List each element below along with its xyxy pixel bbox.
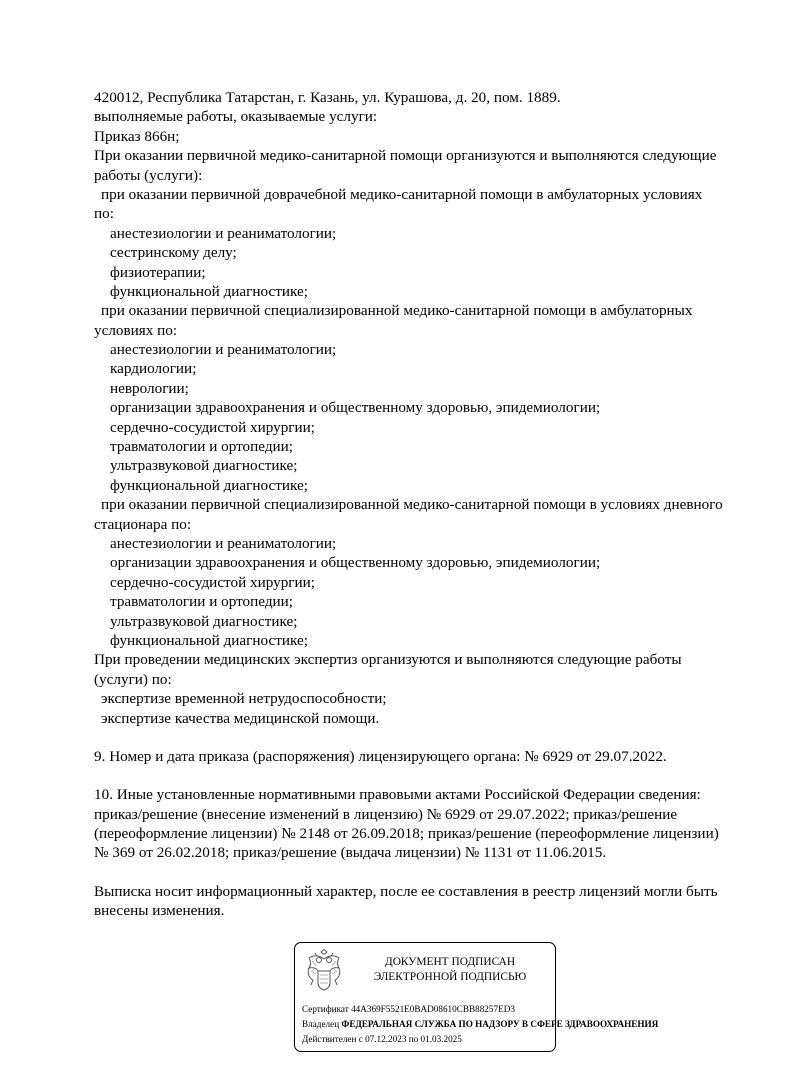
text-line: (услуги) по:	[94, 670, 172, 688]
paragraph-gap	[94, 766, 774, 785]
text-line: приказ/решение (внесение изменений в лицензию) № 6929 от 29.07.2022; приказ/решение	[94, 805, 678, 823]
e-signature-stamp	[294, 942, 659, 1052]
text-line: анестезиологии и реаниматологии;	[110, 534, 337, 552]
text-line: при оказании первичной специализированной медико-санитарной помощи в условиях дневного	[101, 496, 723, 514]
text-line: функциональной диагностике;	[110, 282, 308, 300]
document-body	[94, 88, 774, 921]
text-line: сестринскому делу;	[110, 244, 237, 262]
stamp-title	[353, 955, 547, 984]
text-line: анестезиологии и реаниматологии;	[110, 224, 337, 242]
owner-value: ФЕДЕРАЛЬНАЯ СЛУЖБА ПО НАДЗОРУ В СФЕРЕ ЗДРАВООХРАНЕНИЯ	[341, 1019, 659, 1029]
text-line: неврологии;	[110, 379, 189, 397]
certificate-value: 44A369F5521E0BAD08610CBB88257ED3	[351, 1004, 515, 1014]
coat-of-arms-icon	[303, 949, 345, 995]
text-line: Приказ 866н;	[94, 127, 180, 145]
text-line: работы (услуги):	[94, 166, 203, 184]
text-line: 9. Номер и дата приказа (распоряжения) лицензирующего органа: № 6929 от 29.07.2022.	[94, 747, 667, 765]
paragraph-gap	[94, 728, 774, 747]
text-line: При оказании первичной медико-санитарной помощи организуются и выполняются следующие	[94, 147, 717, 165]
text-line: ультразвуковой диагностике;	[110, 612, 298, 630]
text-line: функциональной диагностике;	[110, 631, 308, 649]
stamp-title-line2: ЭЛЕКТРОННОЙ ПОДПИСЬЮ	[373, 970, 527, 983]
text-line: При проведении медицинских экспертиз организуются и выполняются следующие работы	[94, 651, 682, 669]
text-line: сердечно-сосудистой хирургии;	[110, 418, 316, 436]
text-line: травматологии и ортопедии;	[110, 438, 294, 456]
text-line: физиотерапии;	[110, 263, 206, 281]
text-line: № 369 от 26.02.2018; приказ/решение (выдача лицензии) № 1131 от 11.06.2015.	[94, 844, 607, 862]
text-line: 420012, Республика Татарстан, г. Казань, ул. Курашова, д. 20, пом. 1889.	[94, 89, 561, 106]
text-line: сердечно-сосудистой хирургии;	[110, 573, 316, 591]
text-line: внесены изменения.	[94, 902, 225, 920]
stamp-title-line1: ДОКУМЕНТ ПОДПИСАН	[384, 956, 516, 968]
owner-line	[302, 1018, 658, 1030]
text-line: 10. Иные установленные нормативными правовыми актами Российской Федерации сведения:	[94, 786, 701, 804]
text-line: Выписка носит информационный характер, после ее составления в реестр лицензий могли быть	[94, 882, 718, 900]
text-line: стационара по:	[94, 515, 192, 533]
text-line: организации здравоохранения и общественному здоровью, эпидемиологии;	[110, 399, 601, 417]
text-line: при оказании первичной доврачебной медико-санитарной помощи в амбулаторных условиях	[101, 185, 703, 203]
text-line: условиях по:	[94, 321, 178, 339]
text-line: травматологии и ортопедии;	[110, 593, 294, 611]
text-line: (переоформление лицензии) № 2148 от 26.09.2018; приказ/решение (переоформление лицензии)	[94, 825, 719, 843]
paragraph-gap	[94, 863, 774, 882]
text-line: экспертизе временной нетрудоспособности;	[101, 690, 387, 708]
text-line: при оказании первичной специализированной медико-санитарной помощи в амбулаторных	[101, 302, 693, 320]
text-line: по:	[94, 205, 114, 223]
owner-label: Владелец	[302, 1019, 340, 1029]
text-line: функциональной диагностике;	[110, 476, 308, 494]
text-line: ультразвуковой диагностике;	[110, 457, 298, 475]
validity-line: Действителен с 07.12.2023 по 01.03.2025	[302, 1034, 462, 1044]
text-line: организации здравоохранения и общественному здоровью, эпидемиологии;	[110, 554, 601, 572]
certificate-label: Сертификат	[302, 1004, 349, 1014]
text-line: анестезиологии и реаниматологии;	[110, 341, 337, 359]
text-line: кардиологии;	[110, 360, 197, 378]
text-line: выполняемые работы, оказываемые услуги:	[94, 108, 378, 126]
certificate-line	[302, 1003, 515, 1015]
text-line: экспертизе качества медицинской помощи.	[101, 709, 380, 727]
